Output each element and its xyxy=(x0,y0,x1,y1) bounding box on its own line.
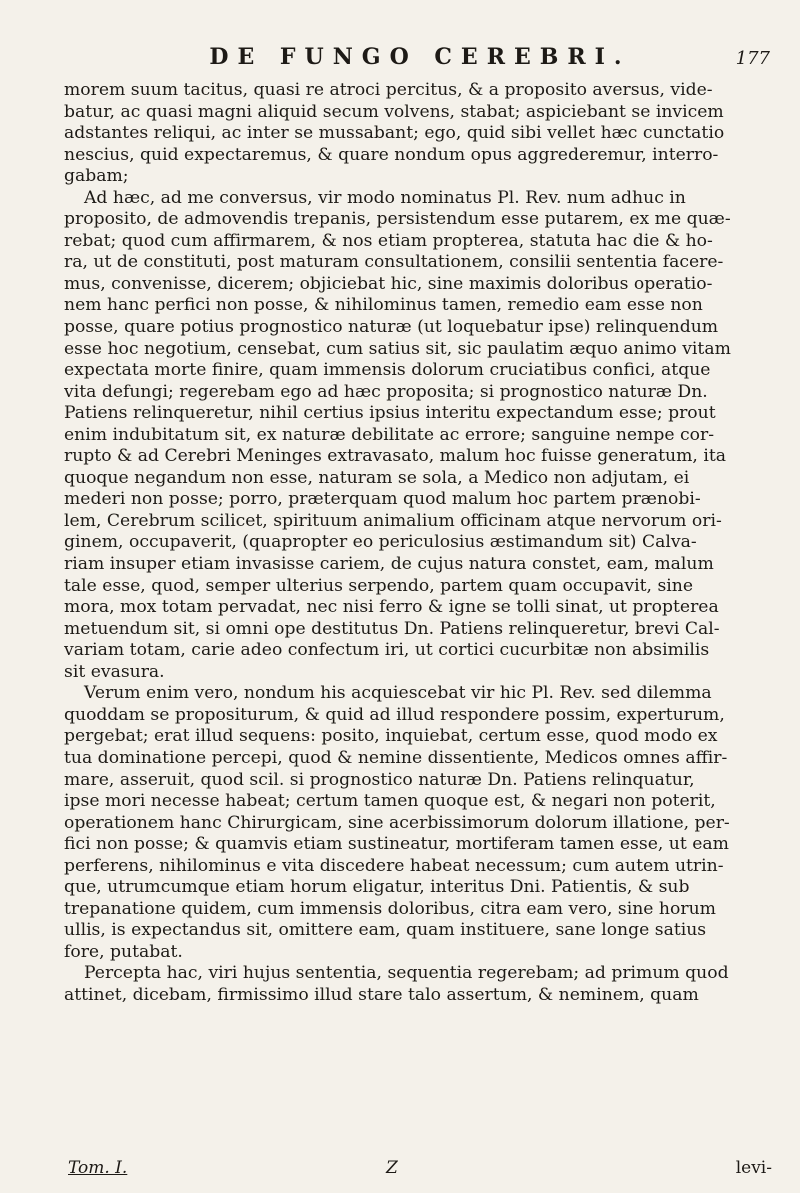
text-line: mus, convenisse, dicerem; objiciebat hic, sine maximis doloribus operatio- xyxy=(64,273,713,294)
text-line: quoque negandum non esse, naturam se sola, a Medico non adjutam, ei xyxy=(64,467,690,488)
text-line: que, utrumcumque etiam horum eligatur, interitus Dni. Patientis, & sub xyxy=(64,877,690,898)
text-line: trepanatione quidem, cum immensis doloribus, citra eam vero, sine horum xyxy=(64,898,716,919)
text-line: Percepta hac, viri hujus sententia, sequentia regerebam; ad primum quod xyxy=(84,963,729,984)
text-line: adstantes reliqui, ac inter se mussabant; ego, quid sibi vellet hæc cunctatio xyxy=(64,123,725,144)
text-line: ginem, occupaverit, (quapropter eo periculosius æstimandum sit) Calva- xyxy=(64,532,697,553)
text-line: Patiens relinqueretur, nihil certius ipsius interitu expectandum esse; prout xyxy=(64,403,716,424)
text-line: ipse mori necesse habeat; certum tamen quoque est, & negari non poterit, xyxy=(64,791,716,812)
text-line: mare, asseruit, quod scil. si prognostico naturæ Dn. Patiens relinquatur, xyxy=(64,769,695,790)
text-line: Verum enim vero, nondum his acquiescebat vir hic Pl. Rev. sed dilemma xyxy=(84,683,712,704)
text-line: esse hoc negotium, censebat, cum satius sit, sic paulatim æquo animo vitam xyxy=(64,338,731,359)
text-line: attinet, dicebam, firmissimo illud stare talo assertum, & neminem, quam xyxy=(64,984,699,1005)
catchword: levi- xyxy=(735,1158,772,1178)
text-line: perferens, nihilominus e vita discedere habeat necessum; cum autem utrin- xyxy=(64,855,724,876)
signature-mark: Z xyxy=(386,1158,398,1178)
text-line: tale esse, quod, semper ulterius serpendo, partem quam occupavit, sine xyxy=(64,575,694,596)
text-line: metuendum sit, si omni ope destitutus Dn. Patiens relinqueretur, brevi Cal- xyxy=(64,618,720,639)
text-line: riam insuper etiam invasisse cariem, de cujus natura constet, eam, malum xyxy=(64,554,714,575)
page-footer xyxy=(64,1158,772,1182)
text-line: lem, Cerebrum scilicet, spirituum animalium officinam atque nervorum ori- xyxy=(64,510,722,531)
text-line: ra, ut de constituti, post maturam consultationem, consilii sententia facere- xyxy=(64,252,724,273)
text-line: rebat; quod cum affirmarem, & nos etiam propterea, statuta hac die & ho- xyxy=(64,230,713,251)
body-text xyxy=(64,80,772,1007)
text-line: gabam; xyxy=(64,166,129,187)
text-line: morem suum tacitus, quasi re atroci percitus, & a proposito aversus, vide- xyxy=(64,80,713,100)
text-line: proposito, de admovendis trepanis, persistendum esse putarem, ex me quæ- xyxy=(64,209,731,230)
text-line: nem hanc perfici non posse, & nihilominus tamen, remedio eam esse non xyxy=(64,295,703,316)
text-line: enim indubitatum sit, ex naturæ debilitate ac errore; sanguine nempe cor- xyxy=(64,424,715,445)
text-line: operationem hanc Chirurgicam, sine acerbissimorum dolorum illatione, per- xyxy=(64,812,730,833)
text-line: vita defungi; regerebam ego ad hæc proposita; si prognostico naturæ Dn. xyxy=(64,381,708,402)
text-line: rupto & ad Cerebri Meninges extravasato, malum hoc fuisse generatum, ita xyxy=(64,446,726,467)
text-line: tua dominatione percepi, quod & nemine dissentiente, Medicos omnes affir- xyxy=(64,747,728,768)
text-line: nescius, quid expectaremus, & quare nondum opus aggrederemur, interro- xyxy=(64,144,719,165)
running-head: DE FUNGO CEREBRI. xyxy=(209,44,631,70)
text-line: sit evasura. xyxy=(64,661,165,682)
text-line: batur, ac quasi magni aliquid secum volvens, stabat; aspiciebant se invicem xyxy=(64,101,724,122)
text-line: fore, putabat. xyxy=(64,941,183,962)
text-line: mora, mox totam pervadat, nec nisi ferro & igne se tolli sinat, ut propterea xyxy=(64,597,719,618)
text-line: pergebat; erat illud sequens: posito, inquiebat, certum esse, quod modo ex xyxy=(64,726,718,747)
volume-signature: Tom. I. xyxy=(68,1158,128,1178)
text-line: quoddam se propositurum, & quid ad illud respondere possim, experturum, xyxy=(64,704,725,725)
text-line: expectata morte finire, quam immensis dolorum cruciatibus confici, atque xyxy=(64,360,711,381)
text-line: variam totam, carie adeo confectum iri, ut cortici cucurbitæ non absimilis xyxy=(64,640,710,661)
text-line: posse, quare potius prognostico naturæ (ut loquebatur ipse) relinquendum xyxy=(64,317,719,338)
text-line: ullis, is expectandus sit, omittere eam, quam instituere, sane longe satius xyxy=(64,920,707,941)
text-line: Ad hæc, ad me conversus, vir modo nominatus Pl. Rev. num adhuc in xyxy=(84,187,686,208)
page-number: 177 xyxy=(735,48,770,69)
page-header xyxy=(70,44,770,80)
text-line: fici non posse; & quamvis etiam sustineatur, mortiferam tamen esse, ut eam xyxy=(64,834,729,855)
text-line: mederi non posse; porro, præterquam quod malum hoc partem prænobi- xyxy=(64,489,701,510)
